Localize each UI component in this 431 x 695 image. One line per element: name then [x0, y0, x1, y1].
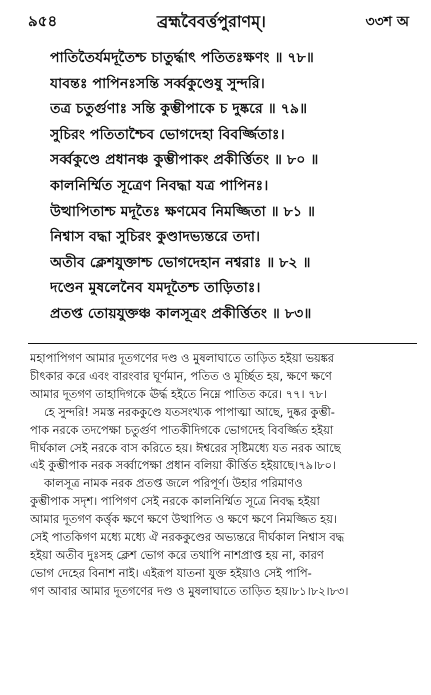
- verse-line: অতীব ক্লেশযুক্তাশ্চ ভোগদেহান নশ্বরাঃ ॥ ৮২ ॥: [50, 254, 311, 271]
- commentary-line: সেই পাতকিগণ মধ্যে মধ্যে ঐ নরককুণ্ডের অভ্যন্তরে দীর্ঘকাল নিশ্বাস বদ্ধ: [30, 530, 345, 545]
- verse-line: তত্র চতুর্গুণাঃ সন্তি কুম্ভীপাকে চ দুষ্করে ॥ ৭৯॥: [50, 101, 308, 118]
- commentary-line: আমার দূতগণ কর্ত্তৃক ক্ষণে ক্ষণে উত্থাপিত ও ক্ষণে ক্ষণে নিমজ্জিত হয়।: [30, 512, 337, 527]
- verse-line: উত্থাপিতাশ্চ মদূতৈঃ ক্ষণমেব নিমজ্জিতা ॥ ৮১ ॥: [50, 203, 315, 220]
- commentary-line: ভোগ দেহের বিনাশ নাই। এইরূপ যাতনা যুক্ত হইয়াও সেই পাপি-: [30, 565, 312, 580]
- sanskrit-verses: [50, 46, 411, 328]
- commentary-line: পাক নরকে তদপেক্ষা চতুর্গুণ পাতকীদিগকে ভোগদেহ বিবর্জ্জিত হইয়া: [30, 422, 334, 437]
- commentary-line: দীর্ঘকাল সেই নরকে বাস করিতে হয়। ঈশ্বরের সৃষ্টিমধ্যে যত নরক আছে: [30, 440, 341, 455]
- page-header: [28, 8, 409, 36]
- verse-line: কালনির্ম্মিত সূত্রেণ নিবদ্ধা যত্র পাপিনঃ।: [50, 177, 269, 194]
- bengali-commentary: [30, 350, 415, 601]
- section-divider: [28, 343, 417, 344]
- verse-line: দণ্ডেন মুষলেনৈব যমদূতৈশ্চ তাড়িতাঃ।: [50, 280, 261, 297]
- commentary-line: আমার দূতগণ তাহাদিগকে ঊর্দ্ধ হইতে নিম্নে পাতিত করে। ৭৭। ৭৮।: [30, 386, 328, 401]
- commentary-line: হে সুন্দরি! সমস্ত নরককুণ্ডে যতসংখ্যক পাপাত্মা আছে, দুষ্কর কুম্ভী-: [44, 404, 335, 419]
- page-number: ৯৫৪: [28, 11, 58, 30]
- commentary-line: এই কুম্ভীপাক নরক সর্ব্বাপেক্ষা প্রধান বলিয়া কীর্ত্তিত হইয়াছে।৭৯।৮০।: [30, 458, 336, 473]
- verse-line: সুচিরং পতিতাশ্চৈব ভোগদেহা বিবর্জ্জিতাঃ।: [50, 126, 285, 143]
- commentary-line: কালসূত্র নামক নরক প্রতপ্ত জলে পরিপূর্ণ। উহার পরিমাণও: [44, 476, 303, 491]
- commentary-line: কুম্ভীপাক সদৃশ। পাপিগণ সেই নরকে কালনির্ম্মিত সূত্রে নিবদ্ধ হইয়া: [30, 494, 320, 509]
- verse-line: সর্ব্বকুণ্ডে প্রধানঞ্চ কুম্ভীপাকং প্রকীর্ত্তিতং ॥ ৮০ ॥: [50, 152, 319, 169]
- commentary-line: হইয়া অতীব দুঃসহ ক্লেশ ভোগ করে তথাপি নাশপ্রাপ্ত হয় না, কারণ: [30, 547, 324, 562]
- running-title: ব্রহ্মবৈবর্ত্তপুরাণম্।: [156, 11, 266, 31]
- commentary-line: চীৎকার করে এবং বারংবার ঘূর্ণমান, পতিত ও মূর্চ্ছিত হয়, ক্ষণে ক্ষণে: [30, 368, 332, 383]
- commentary-line: মহাপাপিগণ আমার দূতগণের দণ্ড ও মুষলাঘাতে তাড়িত হইয়া ভয়ঙ্কর: [30, 351, 335, 365]
- commentary-line: গণ আবার আমার দূতগণের দণ্ড ও মুষলাঘাতে তাড়িত হয়।৮১।৮২।৮৩।: [30, 583, 349, 598]
- chapter-label: ৩৩শ অ: [365, 14, 409, 30]
- verse-line: যাবন্তঃ পাপিনঃসন্তি সর্ব্বকুণ্ডেষু সুন্দরি।: [50, 75, 265, 92]
- verse-line: পাতিতৈর্যমদূতৈশ্চ চাতুর্দ্ধাৎ পতিতঃক্ষণং ॥ ৭৮॥: [50, 50, 314, 66]
- verse-line: প্রতপ্ত তোয়যুক্তঞ্চ কালসূত্রং প্রকীর্ত্তিতং ॥ ৮৩॥: [50, 305, 312, 322]
- verse-line: নিশ্বাস বদ্ধা সুচিরং কুণ্ডাদভ্যন্তরে তদা।: [50, 229, 261, 246]
